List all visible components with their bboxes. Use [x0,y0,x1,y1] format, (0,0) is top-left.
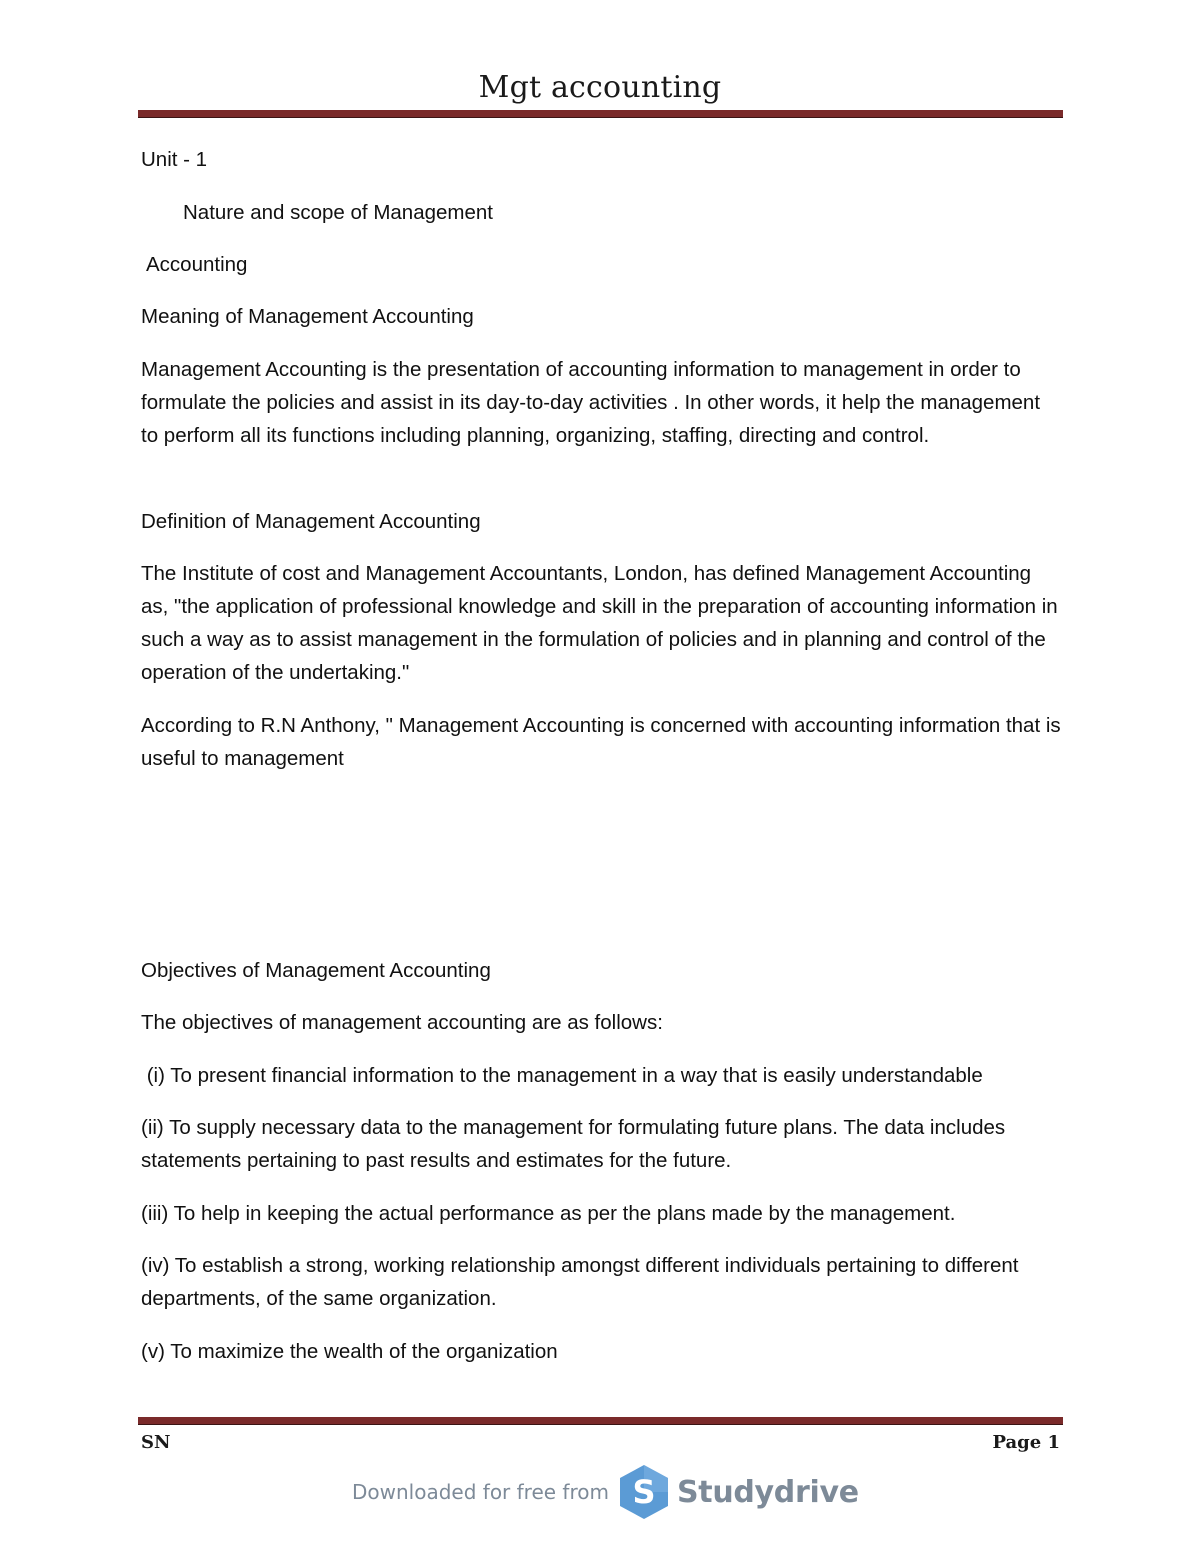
studydrive-watermark[interactable] [352,1462,859,1522]
unit-label: Unit - 1 [141,148,208,171]
objective-item: (iii) To help in keeping the actual performance as per the plans made by the management. [141,1202,956,1225]
objective-item: (v) To maximize the wealth of the organization [141,1340,558,1363]
objective-item: (ii) To supply necessary data to the management for formulating future plans. The data includes statements pertaining to past results and estimates for the future. [141,1116,1006,1172]
section-heading-nature: Nature and scope of Management [183,201,493,224]
objectives-heading: Objectives of Management Accounting [141,959,491,982]
footer-page-number: Page 1 [992,1432,1060,1453]
objective-item: (iv) To establish a strong, working relationship amongst different individuals pertaining to different departments, of the same organization. [141,1254,1019,1310]
anthony-paragraph: According to R.N Anthony, " Management Accounting is concerned with accounting information that is useful to management [141,714,1061,770]
meaning-paragraph: Management Accounting is the presentation of accounting information to management in order to formulate the policies and assist in its day-to-day activities . In other words, it help the management to perform all its functions including planning, organizing, staffing, directing and control. [141,358,1041,447]
watermark-text: Downloaded for free from [352,1480,609,1504]
definition-paragraph: The Institute of cost and Management Accountants, London, has defined Management Accounting as, "the application of professional knowledge and skill in the preparation of accounting information in such a way as to assist management in the formulation of policies and in planning and control of the operation of the undertaking." [141,562,1058,684]
objectives-intro: The objectives of management accounting are as follows: [141,1011,663,1034]
svg-text:S: S [632,1473,656,1511]
definition-heading: Definition of Management Accounting [141,510,481,533]
footer-rule [138,1417,1063,1425]
meaning-heading: Meaning of Management Accounting [141,305,474,328]
objective-item: (i) To present financial information to the management in a way that is easily understandable [141,1064,983,1087]
studydrive-logo-icon [617,1463,671,1521]
header-rule [138,110,1063,118]
footer-author: SN [141,1432,171,1453]
section-heading-accounting: Accounting [146,253,248,276]
watermark-brand: Studydrive [676,1474,859,1510]
page-header-title: Mgt accounting [478,70,722,105]
